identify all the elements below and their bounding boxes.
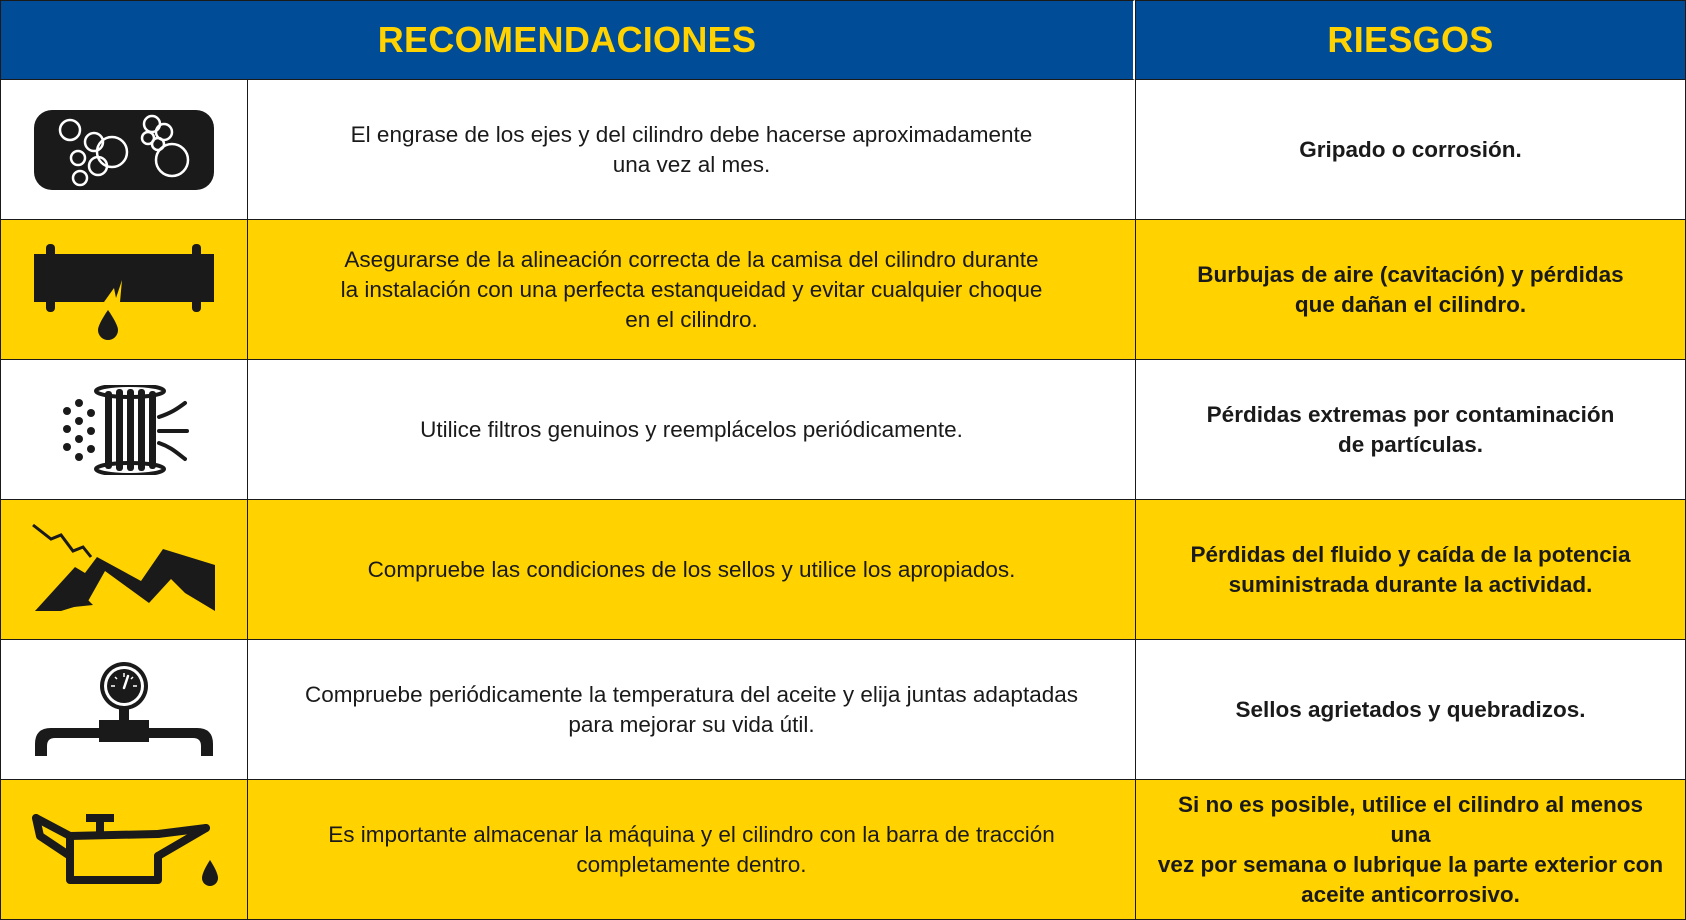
row-3-risk-line: de partículas. [1337,431,1484,457]
cracked-seal-icon [31,523,217,617]
row-1-risk-line: Gripado o corrosión. [1299,136,1522,162]
row-5-risk-line: Sellos agrietados y quebradizos. [1235,696,1586,722]
row-6-risk-line: aceite anticorrosivo. [1301,881,1520,907]
row-4-icon-cell [0,500,247,640]
row-4-risk-line: Pérdidas del fluido y caída de la potencia [1190,541,1631,567]
row-3-risk [1135,360,1686,500]
row-5-recommendation-line: Compruebe periódicamente la temperatura del aceite y elija juntas adaptadas [305,681,1078,707]
bubbles-icon [32,108,216,192]
row-2-recommendation-line: Asegurarse de la alineación correcta de la camisa del cilindro durante [344,246,1039,272]
row-5-recommendation-line: para mejorar su vida útil. [568,711,815,737]
row-2-icon-cell [0,220,247,360]
row-2-risk-line: Burbujas de aire (cavitación) y pérdidas [1197,261,1624,287]
row-1-icon-cell [0,80,247,220]
row-1-recommendation-line: El engrase de los ejes y del cilindro debe hacerse aproximadamente [350,121,1033,147]
row-4-recommendation [247,500,1135,640]
row-6-risk-line: vez por semana o lubrique la parte exterior con [1157,851,1664,877]
row-4-risk-line: suministrada durante la actividad. [1228,571,1593,597]
row-3-recommendation-line: Utilice filtros genuinos y reemplácelos periódicamente. [420,416,963,442]
header-recommendations: RECOMENDACIONES [0,0,1135,80]
row-6-recommendation-line: Es importante almacenar la máquina y el cilindro con la barra de tracción [328,821,1055,847]
row-4-recommendation-line: Compruebe las condiciones de los sellos y utilice los apropiados. [367,556,1016,582]
pressure-gauge-icon [31,660,217,760]
row-5-recommendation [247,640,1135,780]
row-3-risk-line: Pérdidas extremas por contaminación [1206,401,1615,427]
row-1-risk [1135,80,1686,220]
row-6-icon-cell [0,780,247,920]
oil-can-icon [26,808,222,892]
row-6-recommendation [247,780,1135,920]
row-5-icon-cell [0,640,247,780]
row-4-risk [1135,500,1686,640]
row-6-risk-line: Si no es posible, utilice el cilindro al menos una [1177,791,1644,847]
row-2-recommendation [247,220,1135,360]
row-2-recommendation-line: en el cilindro. [625,306,758,332]
row-6-risk [1135,780,1686,920]
header-risks: RIESGOS [1135,0,1686,80]
row-1-recommendation [247,80,1135,220]
row-3-recommendation [247,360,1135,500]
filter-icon [59,385,189,475]
row-1-recommendation-line: una vez al mes. [612,151,771,177]
row-5-risk [1135,640,1686,780]
row-3-icon-cell [0,360,247,500]
row-2-risk [1135,220,1686,360]
row-2-recommendation-line: la instalación con una perfecta estanqueidad y evitar cualquier choque [340,276,1043,302]
row-2-risk-line: que dañan el cilindro. [1294,291,1527,317]
cylinder-leak-icon [32,240,216,340]
row-6-recommendation-line: completamente dentro. [576,851,807,877]
